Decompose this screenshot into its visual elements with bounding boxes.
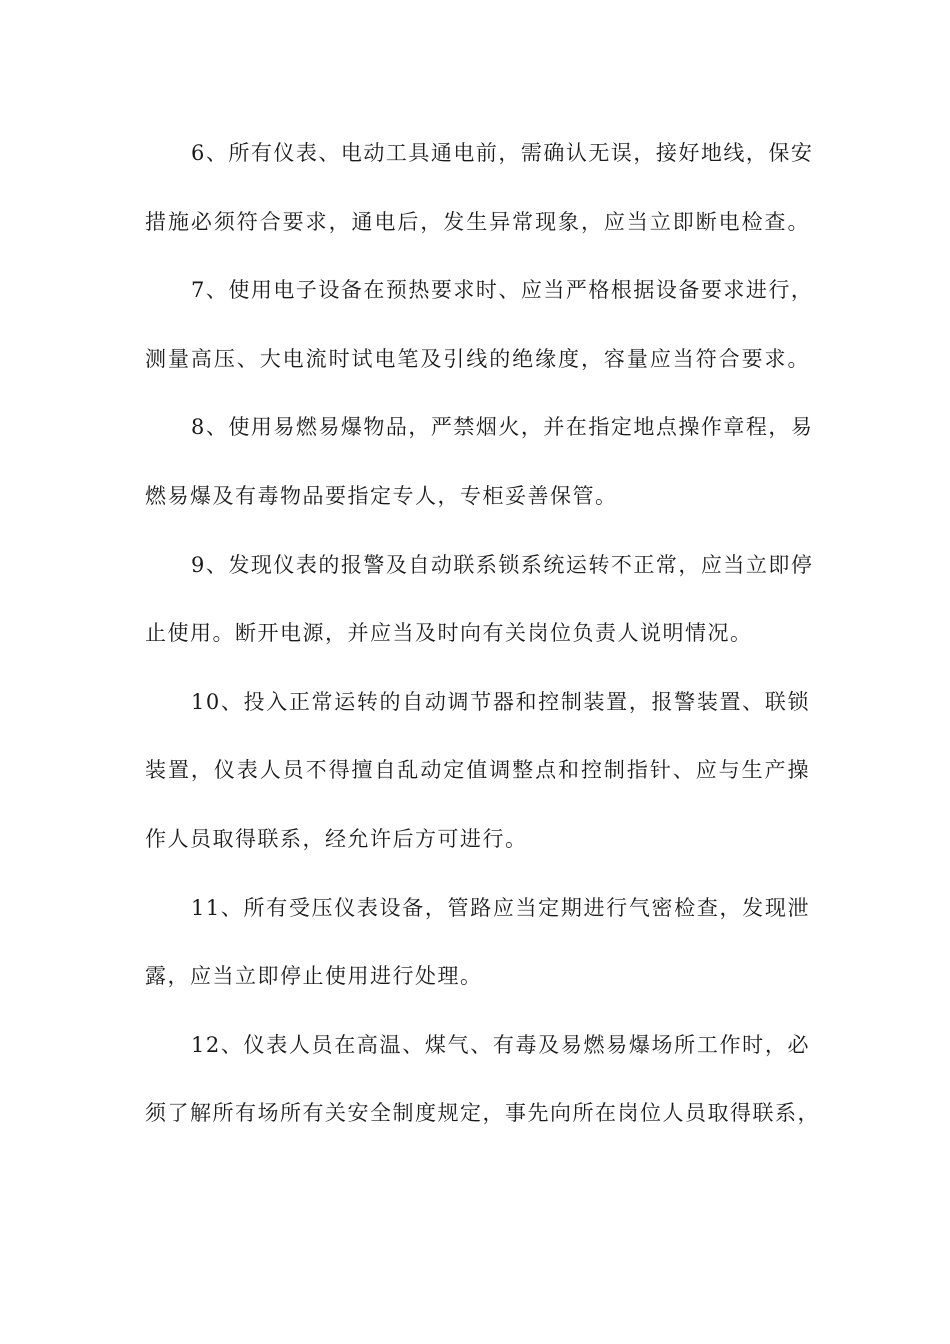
paragraph-item-7 xyxy=(145,263,814,400)
paragraph-item-8 xyxy=(145,400,814,537)
paragraph-item-12 xyxy=(145,1018,820,1155)
paragraph-line: 装置，仪表人员不得擅自乱动定值调整点和控制指针、应与生产操 xyxy=(145,758,810,783)
document-body xyxy=(145,126,820,1155)
paragraph-line: 止使用。断开电源，并应当及时向有关岗位负责人说明情况。 xyxy=(145,621,753,646)
paragraph-line: 10、投入正常运转的自动调节器和控制装置，报警装置、联锁 xyxy=(191,689,810,714)
paragraph-line: 措施必须符合要求，通电后，发生异常现象，应当立即断电检查。 xyxy=(145,209,810,234)
paragraph-line: 8、使用易燃易爆物品，严禁烟火，并在指定地点操作章程，易 xyxy=(191,415,814,440)
paragraph-line: 作人员取得联系，经允许后方可进行。 xyxy=(145,826,528,851)
paragraph-line: 露，应当立即停止使用进行处理。 xyxy=(145,964,483,989)
paragraph-line: 测量高压、大电流时试电笔及引线的绝缘度，容量应当符合要求。 xyxy=(145,346,810,371)
paragraph-item-10 xyxy=(145,675,810,881)
paragraph-line: 6、所有仪表、电动工具通电前，需确认无误，接好地线，保安 xyxy=(191,141,814,165)
paragraph-line: 燃易爆及有毒物品要指定专人，专柜妥善保管。 xyxy=(145,483,618,508)
paragraph-item-11 xyxy=(145,881,810,1018)
paragraph-item-9 xyxy=(145,538,814,675)
paragraph-line: 11、所有受压仪表设备，管路应当定期进行气密检查，发现泄 xyxy=(191,895,810,920)
paragraph-item-6 xyxy=(145,126,814,263)
paragraph-line: 12、仪表人员在高温、煤气、有毒及易燃易爆场所工作时，必 xyxy=(191,1032,810,1057)
paragraph-line: 9、发现仪表的报警及自动联系锁系统运转不正常，应当立即停 xyxy=(191,552,814,577)
paragraph-line: 7、使用电子设备在预热要求时、应当严格根据设备要求进行， xyxy=(191,278,814,303)
paragraph-line: 须了解所有场所有关安全制度规定，事先向所在岗位人员取得联系， xyxy=(145,1101,820,1126)
